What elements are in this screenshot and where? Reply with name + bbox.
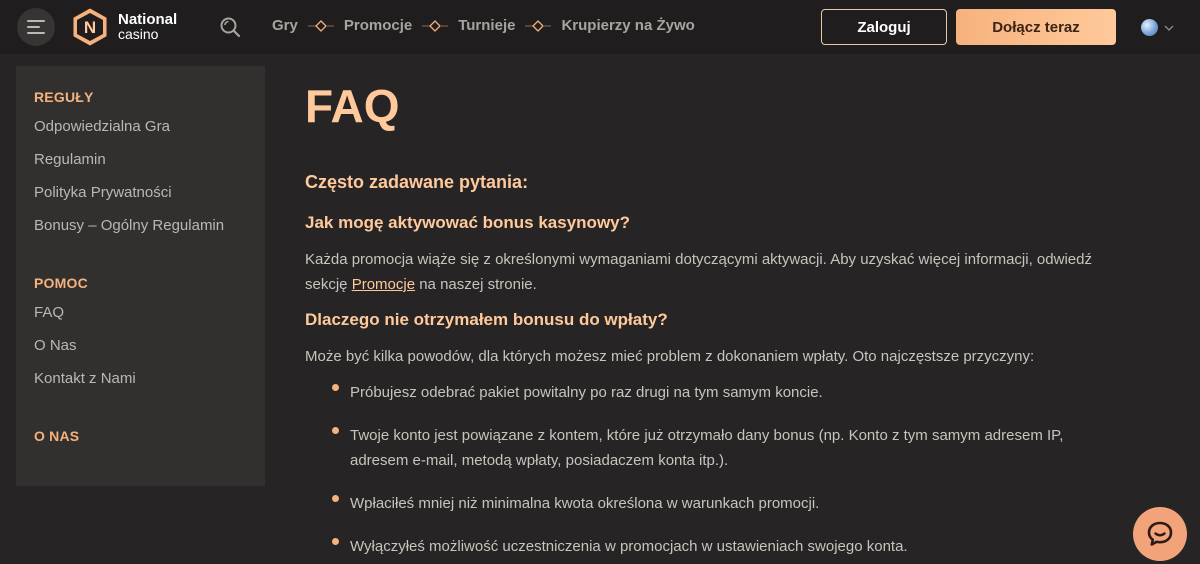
sidebar-section-pomoc xyxy=(34,275,247,402)
sidebar-item-regulamin[interactable]: Regulamin xyxy=(34,151,106,168)
nav-item-turnieje[interactable]: Turnieje xyxy=(458,17,516,34)
faq-subtitle: Często zadawane pytania: xyxy=(305,172,529,192)
list-item: Twoje konto jest powiązane z kontem, które już otrzymało dany bonus (np. Konto z tym samym adresem IP, adresem e-mail, metodą wpłaty, posiadaczem konta itp.). xyxy=(305,423,1115,473)
faq-answer-1 xyxy=(305,247,1115,297)
logo-line1: National xyxy=(118,11,178,28)
top-header xyxy=(0,0,1200,54)
diamond-separator-icon xyxy=(308,19,334,33)
sidebar-section-reguly xyxy=(34,89,247,249)
main-nav xyxy=(272,17,695,34)
sidebar-item-faq[interactable]: FAQ xyxy=(34,304,65,321)
sidebar-item-o-nas[interactable]: O Nas xyxy=(34,337,77,354)
search-icon[interactable] xyxy=(218,15,242,39)
logo[interactable] xyxy=(70,6,177,48)
globe-icon xyxy=(1141,19,1158,36)
chevron-down-icon xyxy=(1164,25,1174,31)
faq-answer-1-text: Każda promocja wiąże się z określonymi wymaganiami dotyczącymi aktywacji. Aby uzyskać więcej informacji, odwiedź sekcję xyxy=(305,251,1092,293)
nav-item-promocje[interactable]: Promocje xyxy=(343,17,413,34)
list-item: Wpłaciłeś mniej niż minimalna kwota określona w warunkach promocji. xyxy=(305,491,1115,516)
nav-item-krupierzy[interactable]: Krupierzy na Żywo xyxy=(561,17,695,34)
diamond-separator-icon xyxy=(525,19,551,33)
sidebar-item-bonusy-regulamin[interactable]: Bonusy – Ogólny Regulamin xyxy=(34,217,225,234)
faq-question-2: Dlaczego nie otrzymałem bonusu do wpłaty? xyxy=(305,310,668,329)
diamond-separator-icon xyxy=(422,19,448,33)
sidebar-item-kontakt[interactable]: Kontakt z Nami xyxy=(34,370,136,387)
faq-answer-2-intro: Może być kilka powodów, dla których możesz mieć problem z dokonaniem wpłaty. Oto najczęstsze przyczyny: xyxy=(305,348,1035,365)
promocje-link[interactable]: Promocje xyxy=(351,276,416,293)
sidebar-heading-reguly[interactable]: REGUŁY xyxy=(34,89,94,105)
join-now-button[interactable]: Dołącz teraz xyxy=(956,9,1116,45)
chat-icon xyxy=(1146,520,1174,548)
sidebar-item-polityka-prywatnosci[interactable]: Polityka Prywatności xyxy=(34,184,172,201)
page-title: FAQ xyxy=(305,80,400,132)
logo-text xyxy=(118,13,177,41)
svg-text:N: N xyxy=(83,18,97,37)
nav-item-gry[interactable]: Gry xyxy=(272,17,298,34)
sidebar-item-odpowiedzialna-gra[interactable]: Odpowiedzialna Gra xyxy=(34,118,170,135)
hamburger-icon[interactable] xyxy=(17,8,55,46)
sidebar-heading-o-nas[interactable]: O NAS xyxy=(34,428,80,444)
list-item: Wyłączyłeś możliwość uczestniczenia w promocjach w ustawieniach swojego konta. xyxy=(305,534,1115,559)
sidebar-heading-pomoc[interactable]: POMOC xyxy=(34,275,88,291)
faq-question-1: Jak mogę aktywować bonus kasynowy? xyxy=(305,213,631,232)
logo-line2: casino xyxy=(118,26,159,42)
login-button[interactable]: Zaloguj xyxy=(821,9,947,45)
list-item: Próbujesz odebrać pakiet powitalny po raz drugi na tym samym koncie. xyxy=(305,380,1115,405)
sidebar xyxy=(16,66,265,486)
sidebar-section-o-nas xyxy=(34,428,247,444)
reasons-list xyxy=(305,380,1115,559)
chat-button[interactable] xyxy=(1133,507,1187,561)
language-selector[interactable] xyxy=(1141,19,1174,36)
faq-answer-1-tail: na naszej stronie. xyxy=(415,276,537,293)
main-content xyxy=(305,76,1115,564)
logo-hex-icon xyxy=(70,6,110,48)
